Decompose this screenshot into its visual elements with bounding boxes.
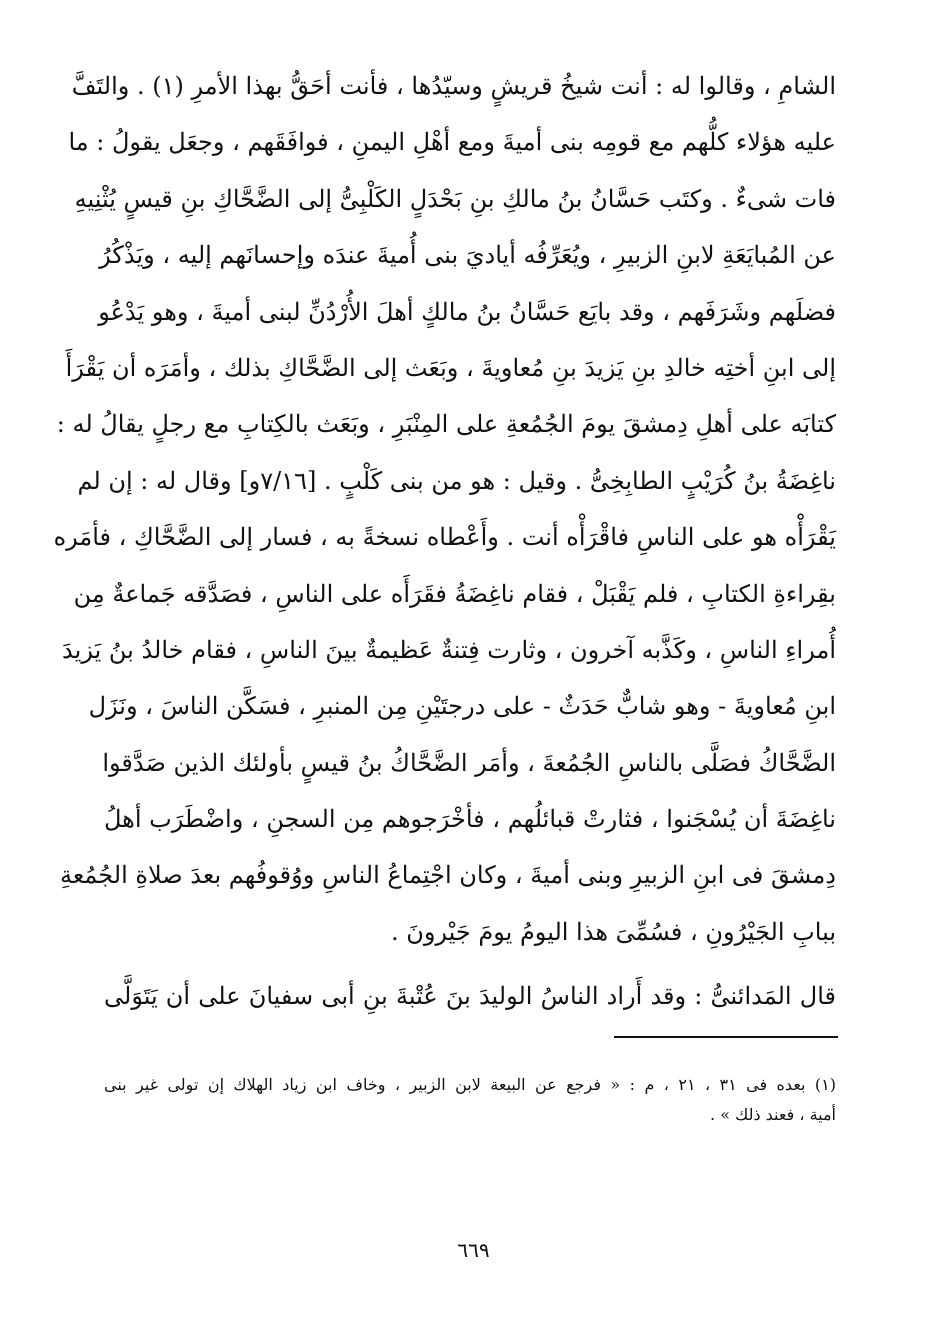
text-line: بقِراءةِ الكتابِ ، فلم يَقْبَلْ ، فقام ناغِضَةُ فقَرَأَه على الناسِ ، فصَدَّقه جَماعةٌ مِن [73,579,836,608]
text-line: فات شىءٌ . وكتَب حَسَّانُ بنُ مالكِ بنِ بَحْدَلٍ الكَلْبِىُّ إلى الضَّحَّاكِ بنِ قيسٍ يُثْنِيهِ [74,184,836,213]
text-line: عن المُبايَعَةِ لابنِ الزبيرِ ، ويُعَرِّفُه أياديَ بنى أُميةَ عندَه وإحسانَهم إليه ، ويَذْكُرُ [99,241,836,270]
text-line: دِمشقَ فى ابنِ الزبيرِ وبنى أميةَ ، وكان اجْتِماعُ الناسِ ووُقوفُهم بعدَ صلاةِ الجُمُعةِ [59,861,836,890]
text-line: إلى ابنِ أختِه خالدِ بنِ يَزيدَ بنِ مُعاويةَ ، وبَعَث إلى الضَّحَّاكِ بذلك ، وأمَرَه أن يَقْرَأَ [65,353,836,382]
footnotes [104,1070,836,1130]
text-line: يَقْرَأْه هو على الناسِ فاقْرَأْه أنت . وأَعْطاه نسخةً به ، فسار إلى الضَّحَّاكِ ، فأمَره [53,523,836,552]
main-text-body [53,58,836,1025]
text-line: الضَّحَّاكُ فصَلَّى بالناسِ الجُمُعةَ ، وأمَر الضَّحَّاكُ بنُ قيسٍ بأولئك الذين صَدَّقوا [102,748,836,777]
text-line: ناغِضَةُ بنُ كُرَيْبٍ الطابِخِىُّ . وقيل : هو من بنى كَلْبٍ . [٧/١٦و] وقال له : إن لم [77,466,836,495]
footnote-separator [614,1036,838,1038]
text-line: أُمراءِ الناسِ ، وكَذَّبه آخرون ، وثارت فِتنةٌ عَظيمةٌ بينَ الناسِ ، فقام خالدُ بنُ يَزيدَ [62,635,836,664]
footnote-line: أمية ، فعند ذلك » . [710,1105,836,1124]
text-line: عليه هؤلاء كلُّهم مع قومِه بنى أميةَ ومع أهْلِ اليمنِ ، فوافَقَهم ، وجعَل يقولُ : ما [68,128,836,157]
text-line-paragraph-end: ببابِ الجَيْرُونِ ، فسُمِّىَ هذا اليومُ يومَ جَيْرونَ . [390,917,836,946]
text-line: ابنِ مُعاويةَ - وهو شابٌّ حَدَثٌ - على درجتَيْنِ مِن المنبرِ ، فسَكَّن الناسَ ، ونَزَل [88,692,836,721]
text-line: كتابَه على أهلِ دِمشقَ يومَ الجُمُعةِ على المِنْبَرِ ، وبَعَث بالكِتابِ مع رجلٍ يقالُ له : [56,410,836,439]
text-line: ناغِضَةَ أن يُسْجَنوا ، فثارتْ قبائلُهم ، فأخْرَجوهم مِن السجنِ ، واضْطَرَب أهلُ [104,805,836,834]
footnote-line: (١) بعده فى ٣١ ، ٢١ ، م : « فرجع عن البيعة لابن الزبير ، وخاف ابن زياد الهلاك إن تولى غير بنى [104,1075,837,1094]
page-number: ٦٦٩ [457,1238,490,1262]
text-line: الشامِ ، وقالوا له : أنت شيخُ قريشٍ وسيّدُها ، فأنت أحَقُّ بهذا الأمرِ (١) . والتَفَّ [71,72,836,100]
text-line: فضلَهم وشَرَفَهم ، وقد بايَع حَسَّانُ بنُ مالكٍ أهلَ الأُرْدُنِّ لبنى أميةَ ، وهو يَدْعُو [98,297,836,326]
text-line-paragraph-start: قال المَدائنىُّ : وقد أَراد الناسُ الوليدَ بنَ عُتْبةَ بنِ أبى سفيانَ على أن يَتَوَلَّى [104,982,836,1011]
